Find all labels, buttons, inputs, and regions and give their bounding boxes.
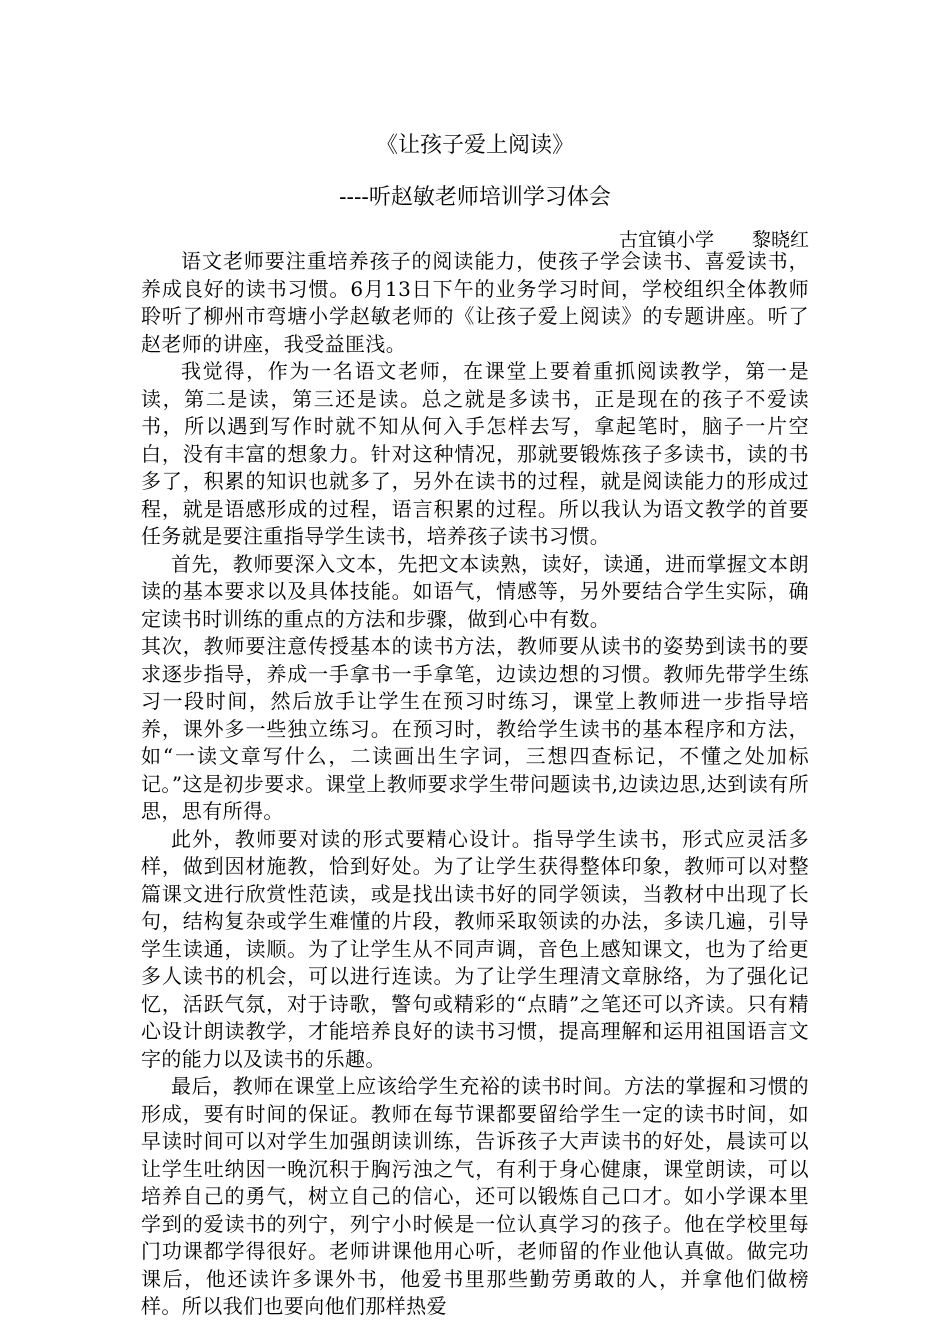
paragraph-additionally: 此外，教师要对读的形式要精心设计。指导学生读书，形式应灵活多样，做到因材施教，恰到好处。为了让学生获得整体印象，教师可以对整篇课文进行欣赏性范读，或是找出读书好的同学领读，当教材中出现了长句，结构复杂或学生难懂的片段，教师采取领读的办法，多读几遍，引导学生读通，读顺。为了让学生从不同声调，音色上感知课文，也为了给更多人读书的机会，可以进行连读。为了让学生理清文章脉络，为了强化记忆，活跃气氛，对于诗歌，警句或精彩的“点睛”之笔还可以齐读。只有精心设计朗读教学，才能培养良好的读书习惯，提高理解和运用祖国语言文字的能力以及读书的乐趣。 [141,826,809,1071]
paragraph-intro: 语文老师要注重培养孩子的阅读能力，使孩子学会读书、喜爱读书，养成良好的读书习惯。6月13日下午的业务学习时间，学校组织全体教师聆听了柳州市弯塘小学赵敏老师的《让孩子爱上阅读》的专题讲座。听了赵老师的讲座，我受益匪浅。 [141,249,809,356]
document-title: 《让孩子爱上阅读》 [375,133,574,158]
paragraph-finally: 最后，教师在课堂上应该给学生充裕的读书时间。方法的掌握和习惯的形成，要有时间的保证。教师在每节课都要留给学生一定的读书时间，如早读时间可以对学生加强朗读训练，告诉孩子大声读书的好处，晨读可以让学生吐纳因一晚沉积于胸污浊之气，有利于身心健康，课堂朗读，可以培养自己的勇气，树立自己的信心，还可以锻炼自己口才。如小学课本里学到的爱读书的列宁，列宁小时候是一位认真学习的孩子。他在学校里每门功课都学得很好。老师讲课他用心听，老师留的作业他认真做。做完功课后，他还读许多课外书，他爱书里那些勤劳勇敢的人，并拿他们做榜样。所以我们也要向他们那样热爱 [141,1074,809,1318]
paragraph-second: 其次，教师要注意传授基本的读书方法，教师要从读书的姿势到读书的要求逐步指导，养成一手拿书一手拿笔，边读边想的习惯。教师先带学生练习一段时间，然后放手让学生在预习时练习，课堂上教师进一步指导培养，课外多一些独立练习。在预习时，教给学生读书的基本程序和方法，如“一读文章写什么，二读画出生字词，三想四查标记，不懂之处加标记。”这是初步要求。课堂上教师要求学生带问题读书,边读边思,达到读有所思，思有所得。 [141,634,809,823]
paragraph-opinion: 我觉得，作为一名语文老师，在课堂上要着重抓阅读教学，第一是读，第二是读，第三还是读。总之就是多读书，正是现在的孩子不爱读书，所以遇到写作时就不知从何入手怎样去写，拿起笔时，脑子一片空白，没有丰富的想象力。针对这种情况，那就要锻炼孩子多读书，读的书多了，积累的知识也就多了，另外在读书的过程，就是阅读能力的形成过程，就是语感形成的过程，语言积累的过程。所以我认为语文教学的首要任务就是要注重指导学生读书，培养孩子读书习惯。 [141,359,809,548]
author-name: 黎晓红 [751,229,809,251]
document-subtitle: ----听赵敏老师培训学习体会 [339,185,611,210]
document-body [141,248,809,1321]
school-name: 古宜镇小学 [618,229,714,251]
paragraph-first: 首先，教师要深入文本，先把文本读熟，读好，读通，进而掌握文本朗读的基本要求以及具体技能。如语气，情感等，另外要结合学生实际，确定读书时训练的重点的方法和步骤，做到心中有数。 [141,551,809,631]
